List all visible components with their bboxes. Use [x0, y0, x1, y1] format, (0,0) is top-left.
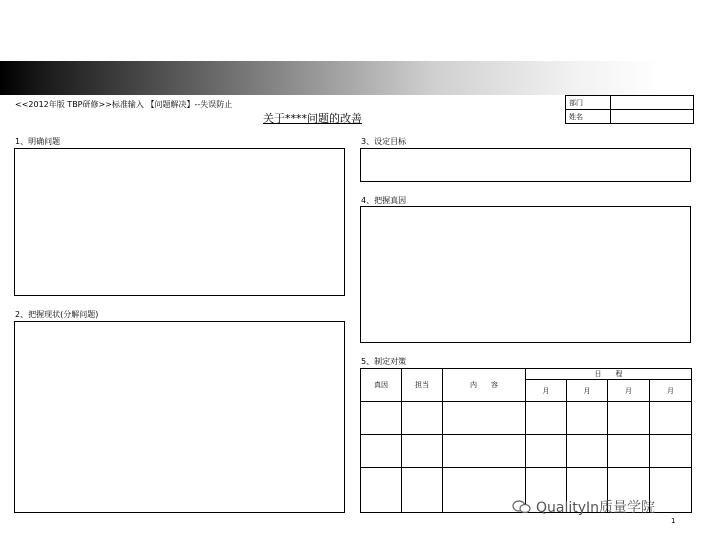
table-cell[interactable]	[567, 435, 608, 468]
section-label-root-cause: 4、把握真因	[361, 196, 407, 205]
table-cell[interactable]	[361, 435, 402, 468]
col-header-content: 内 容	[443, 369, 526, 402]
section-label-grasp-situation: 2、把握现状(分解问题)	[15, 310, 99, 319]
table-cell[interactable]	[402, 468, 443, 513]
section-label-countermeasures: 5、制定对策	[361, 357, 407, 366]
table-cell[interactable]	[443, 435, 526, 468]
header-course-text: <<2012年版 TBP研修>>标准输入 【问题解决】--失误防止	[15, 100, 233, 109]
set-target-box[interactable]	[360, 148, 691, 182]
info-label-name: 姓名	[566, 110, 611, 124]
col-header-cause: 真因	[361, 369, 402, 402]
table-cell[interactable]	[402, 402, 443, 435]
watermark-text: QualityIn质量学院	[536, 500, 656, 516]
table-cell[interactable]	[608, 435, 650, 468]
page-number: 1	[671, 517, 676, 525]
info-table	[565, 95, 694, 124]
clarify-problem-box[interactable]	[14, 148, 345, 296]
col-header-month: 月	[650, 380, 692, 402]
countermeasure-table	[360, 368, 692, 513]
table-cell[interactable]	[650, 468, 692, 513]
header-gradient-bar	[0, 61, 720, 95]
info-label-department: 部门	[566, 96, 611, 110]
col-header-schedule: 日 程	[526, 369, 692, 380]
table-cell[interactable]	[443, 402, 526, 435]
table-row	[361, 402, 692, 435]
grasp-situation-box[interactable]	[14, 321, 345, 513]
section-label-clarify-problem: 1、明确问题	[15, 137, 61, 146]
table-cell[interactable]	[526, 402, 567, 435]
root-cause-box[interactable]	[360, 206, 691, 343]
table-row	[361, 435, 692, 468]
table-cell[interactable]	[567, 402, 608, 435]
name-field[interactable]	[611, 110, 694, 124]
col-header-month: 月	[608, 380, 650, 402]
col-header-month: 月	[567, 380, 608, 402]
info-row-department	[566, 96, 694, 110]
page-title: 关于****问题的改善	[263, 112, 362, 125]
table-cell[interactable]	[608, 402, 650, 435]
table-cell[interactable]	[361, 468, 402, 513]
department-field[interactable]	[611, 96, 694, 110]
section-label-set-target: 3、设定目标	[361, 137, 407, 146]
col-header-month: 月	[526, 380, 567, 402]
table-cell[interactable]	[650, 402, 692, 435]
col-header-owner: 担当	[402, 369, 443, 402]
table-cell[interactable]	[526, 435, 567, 468]
table-cell[interactable]	[361, 402, 402, 435]
info-row-name	[566, 110, 694, 124]
table-cell[interactable]	[650, 435, 692, 468]
wechat-icon	[512, 500, 532, 514]
table-cell[interactable]	[402, 435, 443, 468]
table-header-row-1	[361, 369, 692, 380]
watermark	[512, 497, 655, 517]
